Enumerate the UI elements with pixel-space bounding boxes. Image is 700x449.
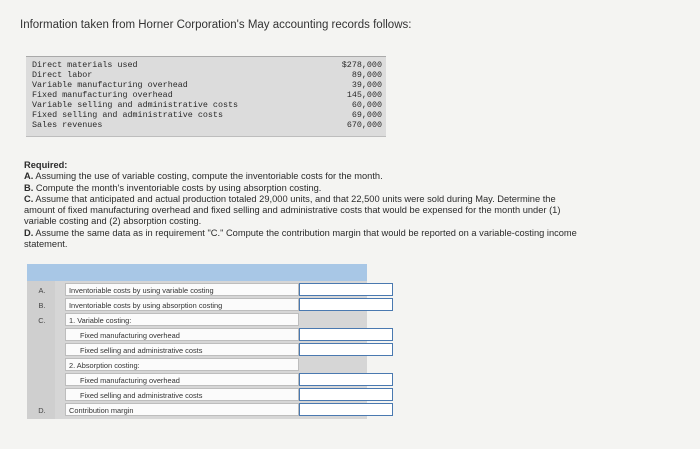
answer-row-label: Fixed manufacturing overhead <box>65 328 299 341</box>
requirement-key: A. <box>24 171 34 182</box>
requirement-key: C. <box>24 193 34 204</box>
requirement-d <box>24 228 674 239</box>
requirement-d-cont: statement. <box>24 239 68 250</box>
accounting-records-table <box>26 56 386 137</box>
requirement-text: Assuming the use of variable costing, compute the inventoriable costs for the month. <box>35 171 383 182</box>
record-amount: 69,000 <box>351 110 382 120</box>
record-row <box>26 90 386 100</box>
answer-row-label: Fixed manufacturing overhead <box>65 373 299 386</box>
answer-input-b[interactable] <box>299 298 393 311</box>
record-label: Variable selling and administrative costs <box>32 100 239 110</box>
answer-row-label: Inventoriable costs by using variable costing <box>65 283 299 296</box>
requirement-key: B. <box>24 182 34 193</box>
answer-table <box>27 264 367 419</box>
intro-text: Information taken from Horner Corporation's May accounting records follows: <box>20 19 412 31</box>
record-row <box>26 60 386 70</box>
record-amount: $278,000 <box>341 60 382 70</box>
answer-row-label: Contribution margin <box>65 403 299 416</box>
answer-row-label: 2. Absorption costing: <box>65 358 299 371</box>
record-amount: 60,000 <box>351 100 382 110</box>
record-row <box>26 70 386 80</box>
record-row <box>26 100 386 110</box>
row-letter: D. <box>38 406 46 415</box>
answer-row-label: Inventoriable costs by using absorption costing <box>65 298 299 311</box>
record-label: Sales revenues <box>32 120 103 130</box>
record-row <box>26 110 386 120</box>
answer-input-c1-fmo[interactable] <box>299 328 393 341</box>
answer-input-a[interactable] <box>299 283 393 296</box>
record-label: Variable manufacturing overhead <box>32 80 188 90</box>
answer-row-label: Fixed selling and administrative costs <box>65 343 299 356</box>
answer-input-c1-fsa[interactable] <box>299 343 393 356</box>
answer-input-c2-fmo[interactable] <box>299 373 393 386</box>
answer-row-label: Fixed selling and administrative costs <box>65 388 299 401</box>
record-label: Direct labor <box>32 70 93 80</box>
required-heading: Required: <box>24 160 68 170</box>
record-row <box>26 120 386 130</box>
requirement-key: D. <box>24 227 34 238</box>
answer-input-d[interactable] <box>299 403 393 416</box>
requirement-text: Assume that anticipated and actual production totaled 29,000 units, and that 22,500 units were sold during May. Determine the <box>35 193 556 204</box>
requirement-c <box>24 194 674 205</box>
record-amount: 39,000 <box>351 80 382 90</box>
requirement-text: Assume the same data as in requirement "C." Compute the contribution margin that would be reported on a variable-costing income <box>35 227 577 238</box>
row-letter: C. <box>38 316 46 325</box>
record-label: Direct materials used <box>32 60 138 70</box>
record-amount: 670,000 <box>346 120 382 130</box>
requirement-b <box>24 183 674 194</box>
answer-input-c2-fsa[interactable] <box>299 388 393 401</box>
requirement-c-cont: variable costing and (2) absorption costing. <box>24 216 202 227</box>
requirements-section <box>24 160 674 250</box>
answer-row-label: 1. Variable costing: <box>65 313 299 326</box>
requirement-a <box>24 171 674 182</box>
table-header-bar <box>27 264 367 281</box>
record-label: Fixed selling and administrative costs <box>32 110 223 120</box>
row-letter: B. <box>38 301 46 310</box>
record-amount: 89,000 <box>351 70 382 80</box>
record-label: Fixed manufacturing overhead <box>32 90 173 100</box>
requirement-text: Compute the month's inventoriable costs by using absorption costing. <box>35 182 322 193</box>
requirement-c-cont: amount of fixed manufacturing overhead and fixed selling and administrative costs that would be expensed for the month under (1) <box>24 205 561 216</box>
record-amount: 145,000 <box>346 90 382 100</box>
record-row <box>26 80 386 90</box>
row-letter: A. <box>38 286 46 295</box>
